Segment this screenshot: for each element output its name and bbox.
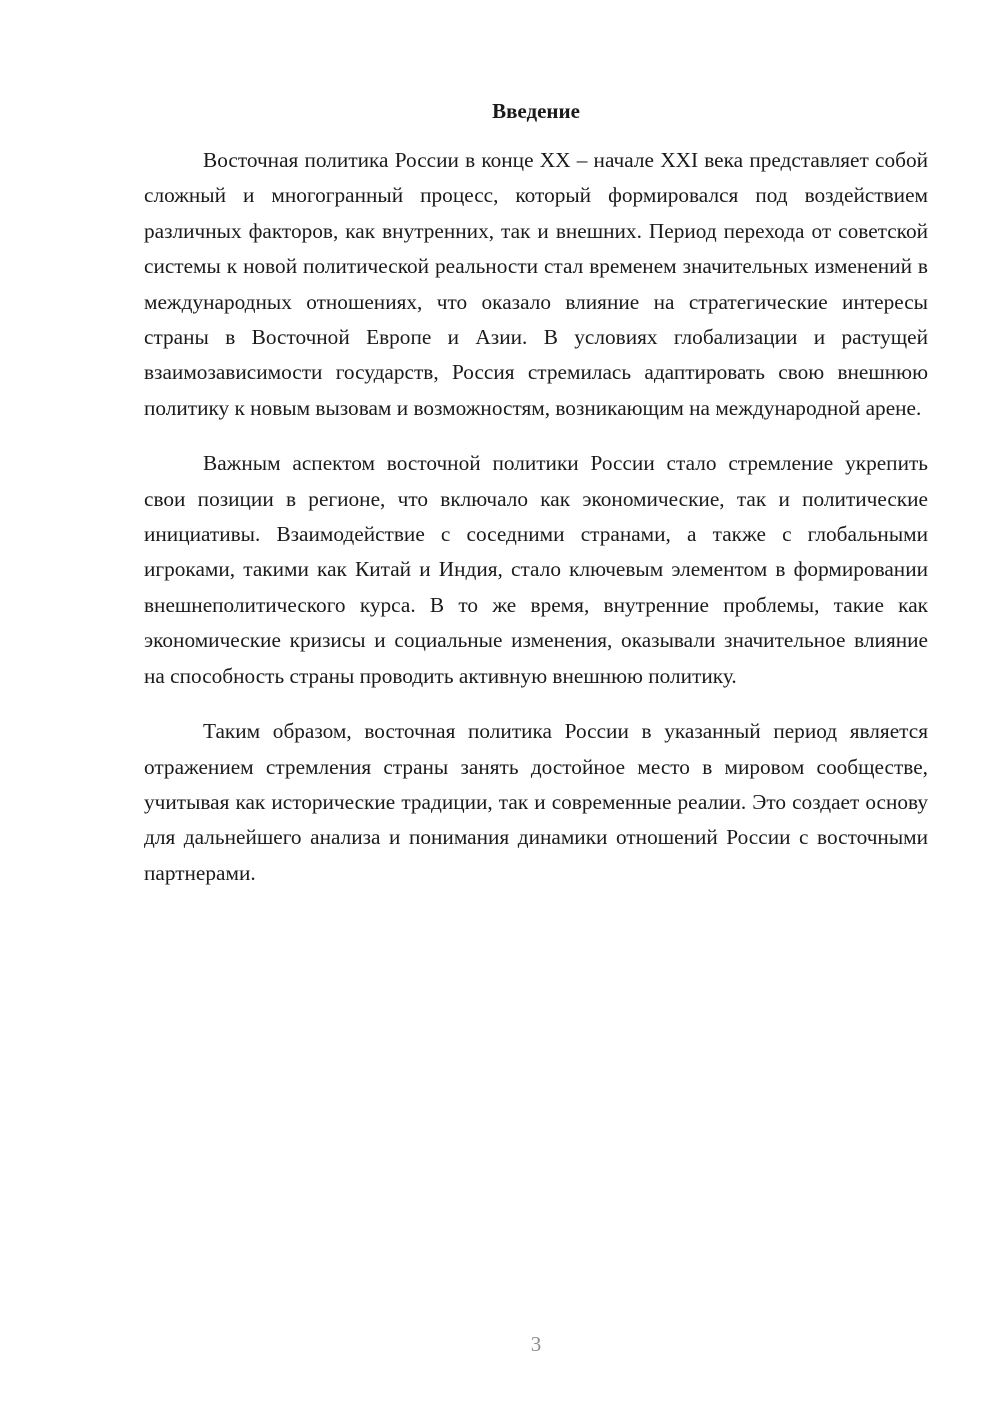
page-title: Введение (492, 99, 580, 123)
paragraph-1: Восточная политика России в конце XX – начале XXI века представляет собой сложный и многогранный процесс, который формировался под воздействием различных факторов, как внутренних, так и внешних. Период перехода от советской системы к новой политической реальности стал временем значительных изменений в международных отношениях, что оказало влияние на стратегические интересы страны в Восточной Европе и Азии. В условиях глобализации и растущей взаимозависимости государств, Россия стремилась адаптировать свою внешнюю политику к новым вызовам и возможностям, возникающим на международной арене. (144, 148, 928, 420)
paragraph-2: Важным аспектом восточной политики России стало стремление укрепить свои позиции в регионе, что включало как экономические, так и политические инициативы. Взаимодействие с соседними странами, а также с глобальными игроками, такими как Китай и Индия, стало ключевым элементом в формировании внешнеполитического курса. В то же время, внутренние проблемы, такие как экономические кризисы и социальные изменения, оказывали значительное влияние на способность страны проводить активную внешнюю политику. (144, 451, 928, 688)
body-text (144, 143, 928, 911)
page-number: 3 (530, 1332, 542, 1356)
paragraph-3: Таким образом, восточная политика России в указанный период является отражением стремления страны занять достойное место в мировом сообществе, учитывая как исторические традиции, так и современные реалии. Это создает основу для дальнейшего анализа и понимания динамики отношений России с восточными партнерами. (144, 719, 928, 885)
